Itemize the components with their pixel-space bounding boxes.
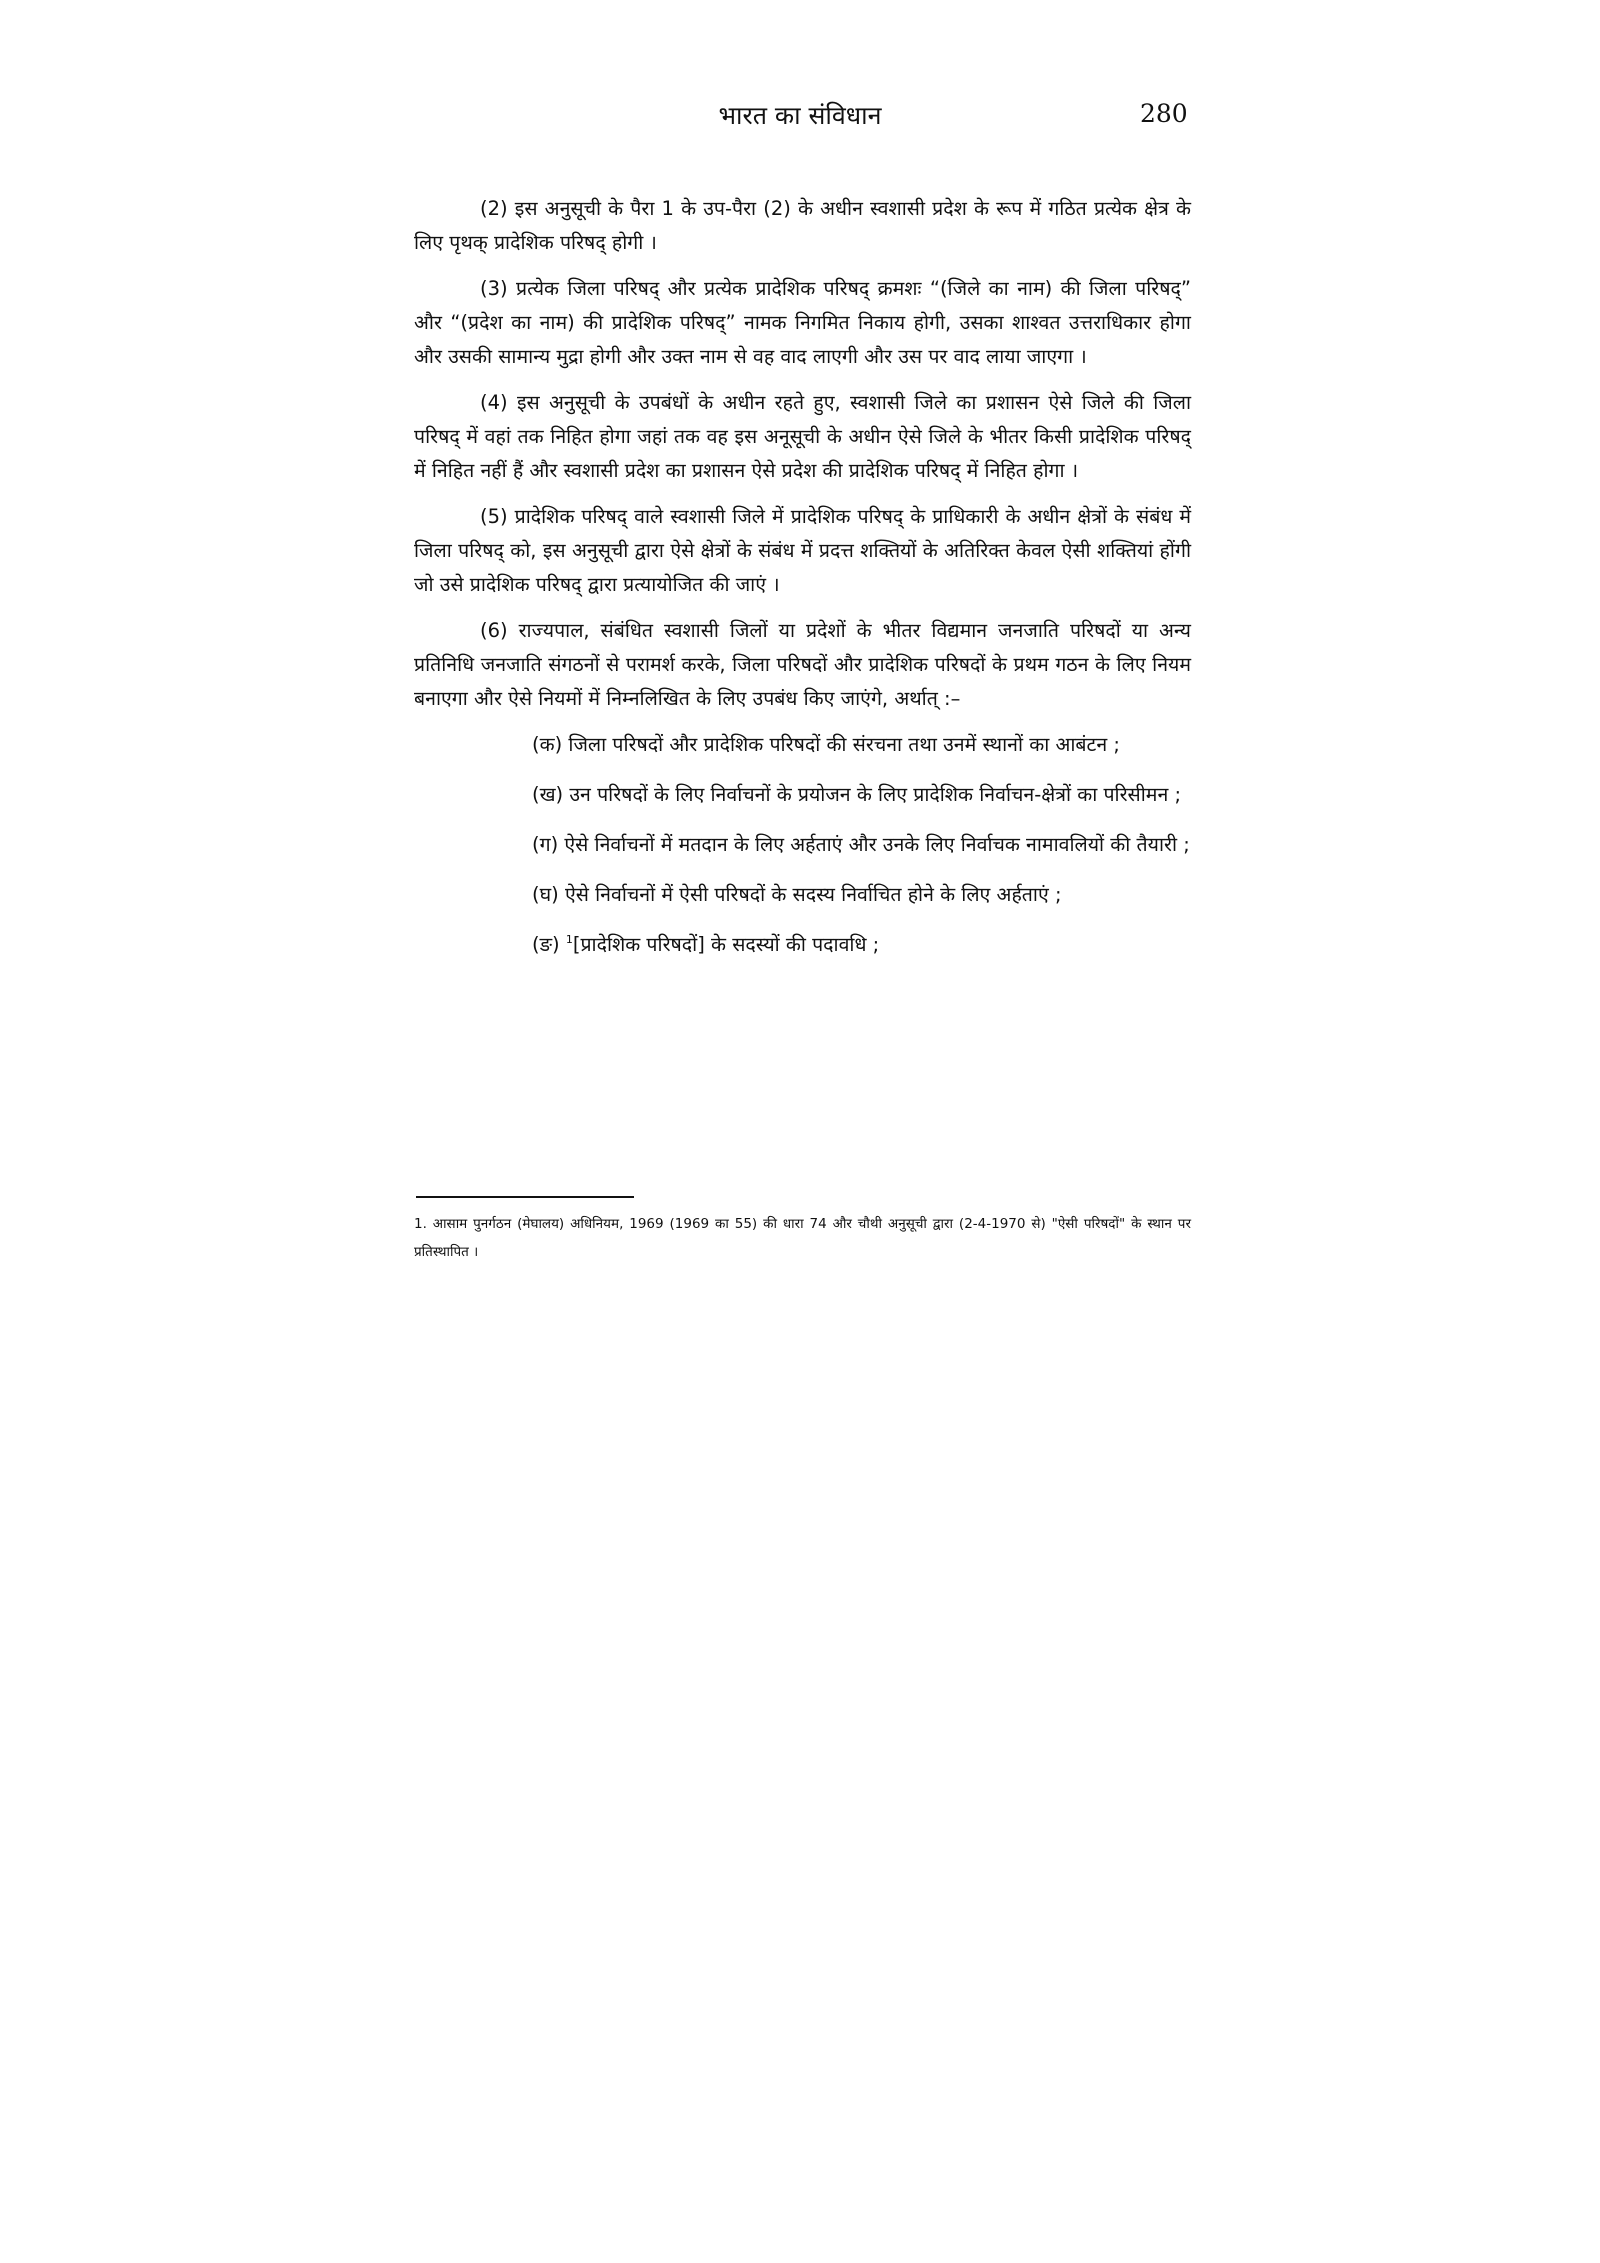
paragraph-6: (6) राज्यपाल, संबंधित स्वशासी जिलों या प्रदेशों के भीतर विद्यमान जनजाति परिषदों या अन्य प्रतिनिधि जनजाति संगठनों से परामर्श करके, जिला परिषदों और प्रादेशिक परिषदों के प्रथम गठन के लिए नियम बनाएगा और ऐसे नियमों में निम्नलिखित के लिए उपबंध किए जाएंगे, अर्थात् :–: [414, 619, 1191, 710]
clause-nga-text: [प्रादेशिक परिषदों] के सदस्यों की पदावधि ;: [572, 933, 880, 956]
clause-list: [414, 728, 1191, 962]
clause-ga: (ग) ऐसे निर्वाचनों में मतदान के लिए अर्हताएं और उनके लिए निर्वाचक नामावलियों की तैयारी ;: [532, 833, 1190, 856]
clause-nga: [448, 928, 1191, 962]
paragraph-3: (3) प्रत्येक जिला परिषद् और प्रत्येक प्रादेशिक परिषद् क्रमशः “(जिले का नाम) की जिला परिषद्” और “(प्रदेश का नाम) की प्रादेशिक परिषद्” नामक निगमित निकाय होगी, उसका शाश्वत उत्तराधिकार होगा और उसकी सामान्य मुद्रा होगी और उक्त नाम से वह वाद लाएगी और उस पर वाद लाया जाएगा ।: [414, 277, 1191, 368]
clause-gha: (घ) ऐसे निर्वाचनों में ऐसी परिषदों के सदस्य निर्वाचित होने के लिए अर्हताएं ;: [532, 883, 1062, 906]
page-number: 280: [1140, 99, 1188, 128]
footnote-reference: 1: [565, 933, 573, 946]
paragraph-5: (5) प्रादेशिक परिषद् वाले स्वशासी जिले में प्रादेशिक परिषद् के प्राधिकारी के अधीन क्षेत्रों के संबंध में जिला परिषद् को, इस अनुसूची द्वारा ऐसे क्षेत्रों के संबंध में प्रदत्त शक्तियों के अतिरिक्त केवल ऐसी शक्तियां होंगी जो उसे प्रादेशिक परिषद् द्वारा प्रत्यायोजित की जाएं ।: [414, 505, 1191, 596]
paragraph-2: (2) इस अनुसूची के पैरा 1 के उप-पैरा (2) के अधीन स्वशासी प्रदेश के रूप में गठित प्रत्येक क्षेत्र के लिए पृथक् प्रादेशिक परिषद् होगी ।: [414, 197, 1191, 254]
footnote: 1. आसाम पुनर्गठन (मेघालय) अधिनियम, 1969 (1969 का 55) की धारा 74 और चौथी अनुसूची द्वारा (2-4-1970 से) "ऐसी परिषदों" के स्थान पर प्रतिस्थापित ।: [414, 1216, 1191, 1260]
body-text: [414, 192, 1191, 978]
paragraph-4: (4) इस अनुसूची के उपबंधों के अधीन रहते हुए, स्वशासी जिले का प्रशासन ऐसे जिले की जिला परिषद् में वहां तक निहित होगा जहां तक वह इस अनूसूची के अधीन ऐसे जिले के भीतर किसी प्रादेशिक परिषद् में निहित नहीं हैं और स्वशासी प्रदेश का प्रशासन ऐसे प्रदेश की प्रादेशिक परिषद् में निहित होगा ।: [414, 391, 1191, 482]
footnote-divider: [416, 1196, 634, 1198]
clause-nga-prefix: (ङ): [532, 933, 566, 956]
clause-ka: (क) जिला परिषदों और प्रादेशिक परिषदों की संरचना तथा उनमें स्थानों का आबंटन ;: [532, 733, 1120, 756]
page-title: भारत का संविधान: [718, 101, 882, 130]
clause-kha: (ख) उन परिषदों के लिए निर्वाचनों के प्रयोजन के लिए प्रादेशिक निर्वाचन-क्षेत्रों का परिसीमन ;: [532, 783, 1182, 806]
